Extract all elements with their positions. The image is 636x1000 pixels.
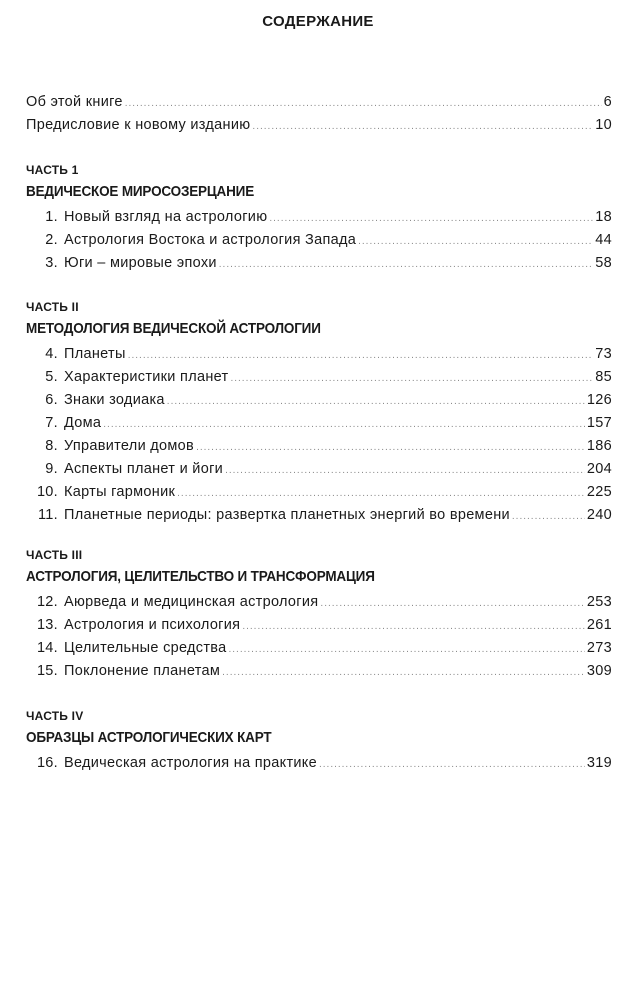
part-label: ЧАСТЬ IV	[26, 709, 84, 723]
entry-number: 8.	[45, 438, 58, 454]
part-label: ЧАСТЬ II	[26, 300, 79, 314]
entry-title: Астрология и психология	[64, 617, 241, 633]
entry-page: 126	[586, 392, 612, 408]
entry-page: 253	[586, 594, 612, 610]
part-1	[26, 160, 612, 275]
dot-leader	[128, 344, 594, 367]
entry-page: 6	[603, 94, 612, 110]
toc-entry[interactable]	[26, 504, 612, 527]
entry-title: Предисловие к новому изданию	[26, 117, 251, 133]
entry-title: Новый взгляд на астрологию	[64, 209, 268, 225]
entry-number: 3.	[45, 255, 58, 271]
part-heading: ОБРАЗЦЫ АСТРОЛОГИЧЕСКИХ КАРТ	[26, 729, 272, 746]
entry-title: Аспекты планет и йоги	[64, 461, 224, 477]
entry-title: Юги – мировые эпохи	[64, 255, 217, 271]
dot-leader	[167, 390, 585, 413]
entry-page: 319	[586, 755, 612, 771]
toc-entry[interactable]	[26, 343, 612, 366]
dot-leader	[230, 367, 593, 390]
entry-page: 85	[595, 369, 612, 385]
entry-page: 309	[586, 663, 612, 679]
part-label: ЧАСТЬ 1	[26, 163, 79, 177]
toc-entry[interactable]	[26, 91, 612, 114]
part-heading: ВЕДИЧЕСКОЕ МИРОСОЗЕРЦАНИЕ	[26, 183, 255, 200]
dot-leader	[219, 253, 593, 276]
entry-page: 44	[595, 232, 612, 248]
dot-leader	[196, 436, 585, 459]
entry-title: Планетные периоды: развертка планетных энергий во времени	[64, 507, 510, 523]
entry-title: Знаки зодиака	[64, 392, 165, 408]
entry-title: Карты гармоник	[64, 484, 176, 500]
entry-title: Поклонение планетам	[64, 663, 221, 679]
toc-entry[interactable]	[26, 637, 612, 660]
entry-number: 6.	[45, 392, 58, 408]
dot-leader	[125, 92, 602, 115]
entry-number: 13.	[36, 617, 58, 633]
dot-leader	[252, 115, 593, 138]
entry-title: Об этой книге	[26, 94, 123, 110]
entry-title: Управители домов	[64, 438, 195, 454]
dot-leader	[358, 230, 593, 253]
entry-page: 157	[586, 415, 612, 431]
entry-number: 11.	[38, 507, 58, 523]
dot-leader	[177, 482, 585, 505]
entry-title: Аюрведа и медицинская астрология	[64, 594, 319, 610]
entry-title: Ведическая астрология на практике	[64, 755, 317, 771]
entry-number: 1.	[45, 209, 58, 225]
toc-entry[interactable]	[26, 366, 612, 389]
entry-title: Планеты	[64, 346, 126, 362]
entry-page: 261	[586, 617, 612, 633]
part-2	[26, 297, 612, 527]
entry-page: 10	[595, 117, 612, 133]
toc-entry[interactable]	[26, 206, 612, 229]
part-4	[26, 706, 612, 775]
part-label: ЧАСТЬ III	[26, 548, 83, 562]
entry-number: 10.	[36, 484, 58, 500]
entry-page: 186	[586, 438, 612, 454]
entry-title: Характеристики планет	[64, 369, 229, 385]
entry-number: 15.	[36, 663, 58, 679]
entry-page: 18	[595, 209, 612, 225]
dot-leader	[228, 638, 584, 661]
part-3	[26, 545, 612, 683]
toc-entry[interactable]	[26, 389, 612, 412]
toc-entry[interactable]	[26, 114, 612, 137]
entry-number: 7.	[45, 415, 58, 431]
toc-entry[interactable]	[26, 252, 612, 275]
entry-page: 204	[586, 461, 612, 477]
entry-number: 12.	[36, 594, 58, 610]
entry-number: 5.	[45, 369, 58, 385]
entry-number: 14.	[36, 640, 58, 656]
dot-leader	[225, 459, 585, 482]
toc-entry[interactable]	[26, 435, 612, 458]
entry-number: 9.	[45, 461, 58, 477]
dot-leader	[512, 505, 585, 528]
toc-entry[interactable]	[26, 660, 612, 683]
toc-entry[interactable]	[26, 229, 612, 252]
entry-page: 58	[595, 255, 612, 271]
toc-entry[interactable]	[26, 412, 612, 435]
toc-entry[interactable]	[26, 614, 612, 637]
entry-title: Целительные средства	[64, 640, 227, 656]
toc-entry[interactable]	[26, 591, 612, 614]
page-title: СОДЕРЖАНИЕ	[262, 13, 374, 30]
part-heading: МЕТОДОЛОГИЯ ВЕДИЧЕСКОЙ АСТРОЛОГИИ	[26, 320, 321, 337]
part-heading: АСТРОЛОГИЯ, ЦЕЛИТЕЛЬСТВО И ТРАНСФОРМАЦИЯ	[26, 568, 375, 585]
entry-number: 4.	[45, 346, 58, 362]
entry-number: 2.	[45, 232, 58, 248]
front-matter	[26, 91, 612, 137]
dot-leader	[269, 207, 593, 230]
entry-page: 273	[586, 640, 612, 656]
toc-entry[interactable]	[26, 481, 612, 504]
entry-number: 16.	[36, 755, 58, 771]
entry-title: Дома	[64, 415, 102, 431]
entry-title: Астрология Востока и астрология Запада	[64, 232, 357, 248]
dot-leader	[320, 592, 584, 615]
dot-leader	[242, 615, 585, 638]
dot-leader	[222, 661, 585, 684]
entry-page: 73	[595, 346, 612, 362]
dot-leader	[319, 753, 585, 776]
dot-leader	[103, 413, 585, 436]
toc-entry[interactable]	[26, 752, 612, 775]
entry-page: 240	[586, 507, 612, 523]
entry-page: 225	[586, 484, 612, 500]
toc-entry[interactable]	[26, 458, 612, 481]
